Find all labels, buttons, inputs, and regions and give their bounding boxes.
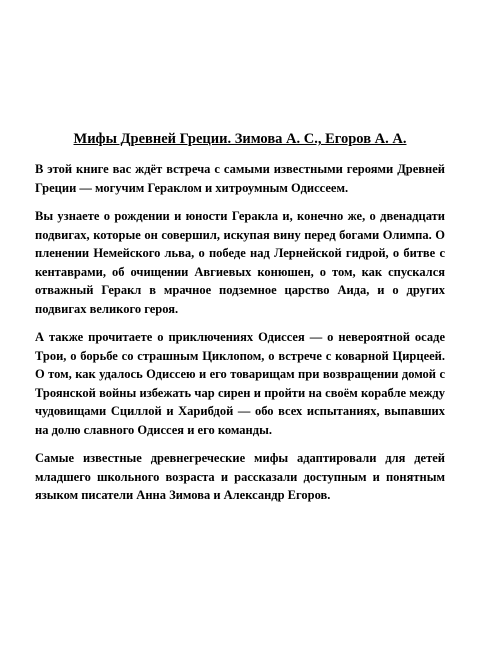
paragraph-odysseus: А также прочитаете о приключениях Одиссея — о невероятной осаде Трои, о борьбе со страшным Циклопом, о встрече с коварной Цирцеей. О том, как удалось Одиссею и его товарищам при возвращении домой с Троянской войны избежать чар сирен и пройти на своём корабле между чудовищами Сциллой и Харибдой — обо всех испытаниях, выпавших на долю славного Одиссея и его команды.: [35, 330, 445, 437]
paragraph-intro: В этой книге вас ждёт встреча с самыми известными героями Древней Греции — могучим Гераклом и хитроумным Одиссеем.: [35, 162, 445, 195]
paragraph-heracles: Вы узнаете о рождении и юности Геракла и, конечно же, о двенадцати подвигах, которые он совершил, искупая вину перед богами Олимпа. О пленении Немейского льва, о победе над Лернейской гидрой, о битве с кентаврами, об очищении Авгиевых конюшен, о том, как спускался отважный Геракл в мрачное подземное царство Аида, и о других подвигах великого героя.: [35, 209, 445, 316]
document-title: Мифы Древней Греции. Зимова А. С., Егоров А. А.: [73, 131, 407, 147]
paragraph-authors: Самые известные древнегреческие мифы адаптировали для детей младшего школьного возраста и рассказали доступным и понятным языком писатели Анна Зимова и Александр Егоров.: [35, 451, 445, 502]
document-page: [35, 130, 445, 515]
